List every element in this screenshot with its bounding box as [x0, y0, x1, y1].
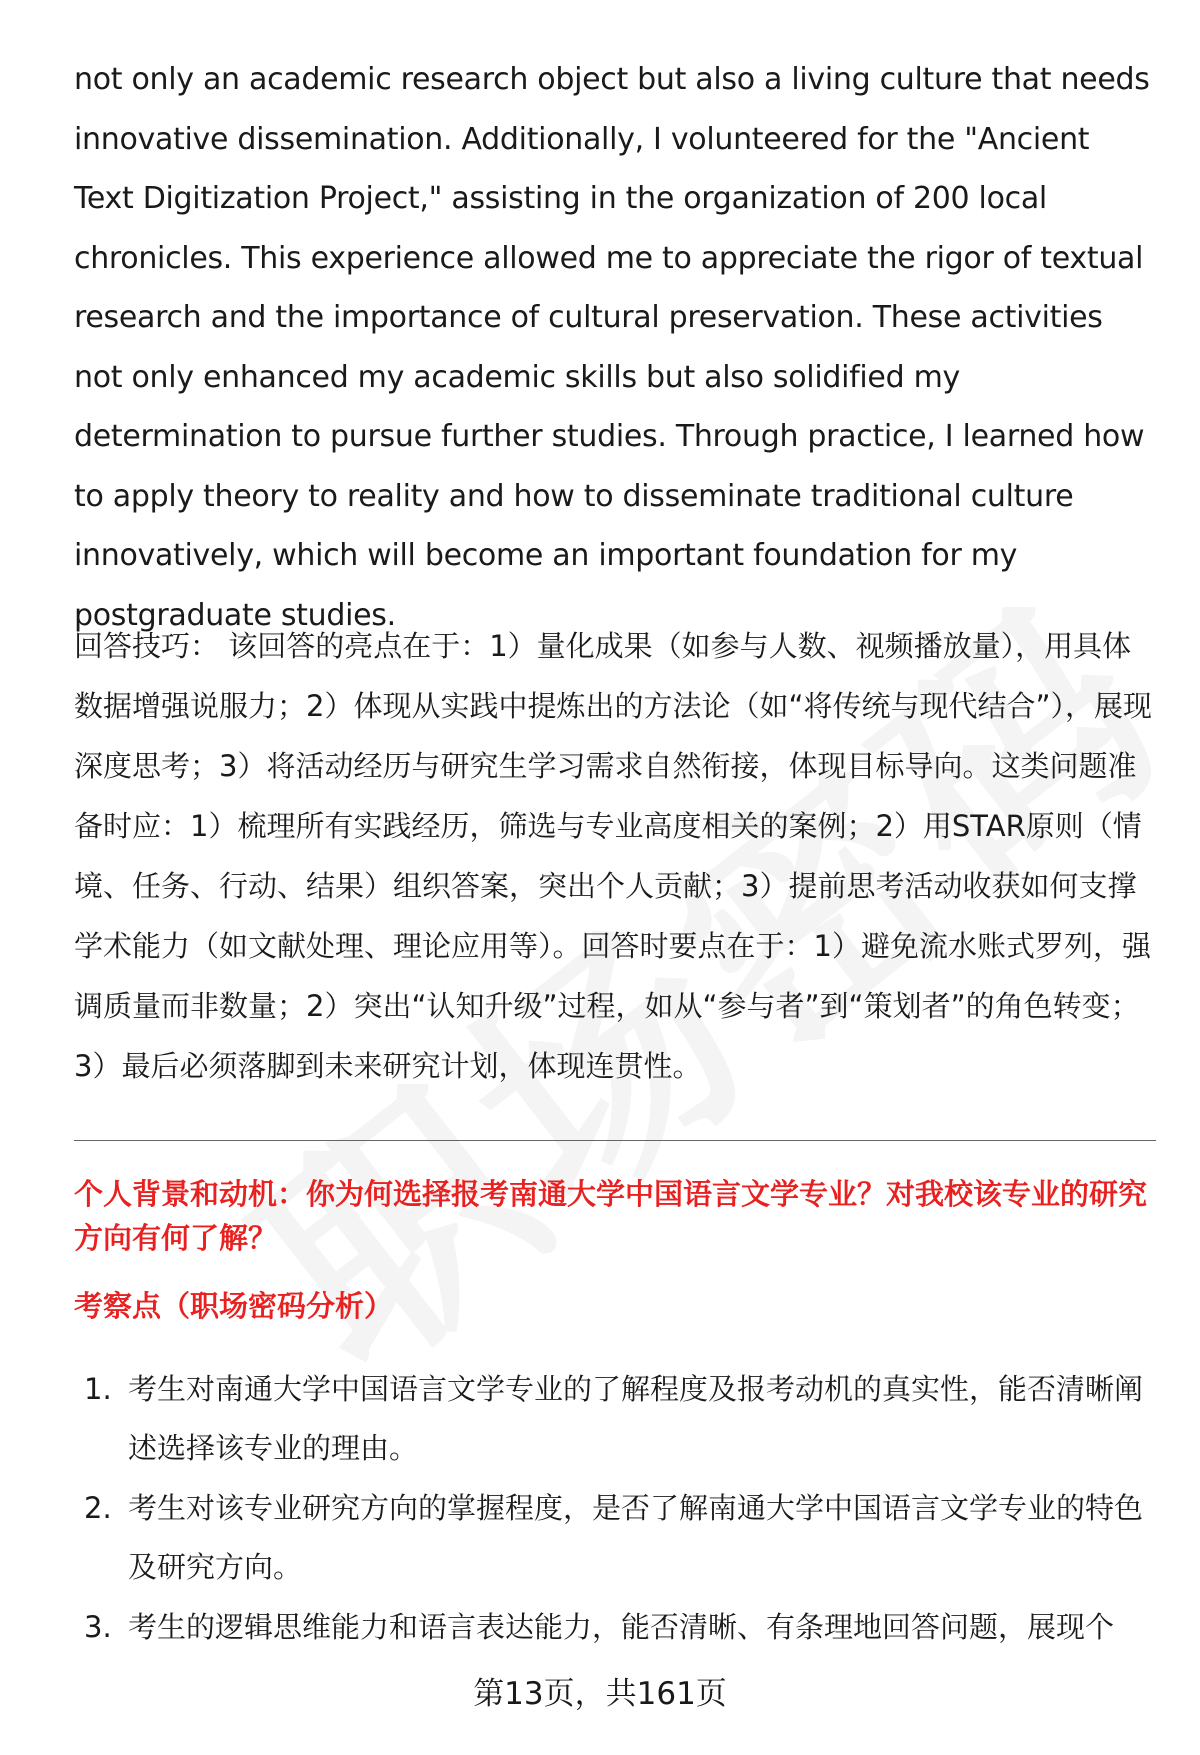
list-item-number: 1.	[84, 1372, 112, 1406]
list-item-text: 考生对南通大学中国语言文学专业的了解程度及报考动机的真实性，能否清晰阐述选择该专业的理由。	[128, 1372, 1144, 1465]
list-item-number: 3.	[84, 1610, 112, 1644]
list-item-text: 考生的逻辑思维能力和语言表达能力，能否清晰、有条理地回答问题，展现个	[128, 1610, 1115, 1644]
list-item-number: 2.	[84, 1491, 112, 1525]
list-item	[74, 1479, 1156, 1597]
assessment-points-list	[74, 1360, 1156, 1658]
page-number-footer: 第13页，共161页	[473, 1676, 727, 1712]
list-item	[74, 1598, 1156, 1657]
list-item	[74, 1360, 1156, 1478]
assessment-points-heading: 考察点（职场密码分析）	[74, 1289, 394, 1323]
answer-tip-paragraph: 回答技巧： 该回答的亮点在于：1）量化成果（如参与人数、视频播放量），用具体数据增强说服力；2）体现从实践中提炼出的方法论（如“将传统与现代结合”），展现深度思考；3）将活动经历与研究生学习需求自然衔接，体现目标导向。这类问题准备时应：1）梳理所有实践经历，筛选与专业高度相关的案例；2）用STAR原则（情境、任务、行动、结果）组织答案，突出个人贡献；3）提前思考活动收获如何支撑学术能力（如文献处理、理论应用等）。回答时要点在于：1）避免流水账式罗列，强调质量而非数量；2）突出“认知升级”过程，如从“参与者”到“策划者”的角色转变；3）最后必须落脚到未来研究计划，体现连贯性。	[74, 629, 1153, 1083]
list-item-text: 考生对该专业研究方向的掌握程度，是否了解南通大学中国语言文学专业的特色及研究方向。	[128, 1491, 1144, 1584]
question-heading: 个人背景和动机：你为何选择报考南通大学中国语言文学专业？对我校该专业的研究方向有何了解？	[74, 1177, 1148, 1255]
section-divider	[74, 1140, 1156, 1141]
body-paragraph-english: not only an academic research object but also a living culture that needs innovative dissemination. Additionally, I volunteered for the "Ancient Text Digitization Project," assisting in the organization of 200 local chronicles. This experience allowed me to appreciate the rigor of textual research and the importance of cultural preservation. These activities not only enhanced my academic skills but also solidified my determination to pursue further studies. Through practice, I learned how to apply theory to reality and how to disseminate traditional culture innovatively, which will become an important foundation for my postgraduate studies.	[74, 62, 1150, 633]
